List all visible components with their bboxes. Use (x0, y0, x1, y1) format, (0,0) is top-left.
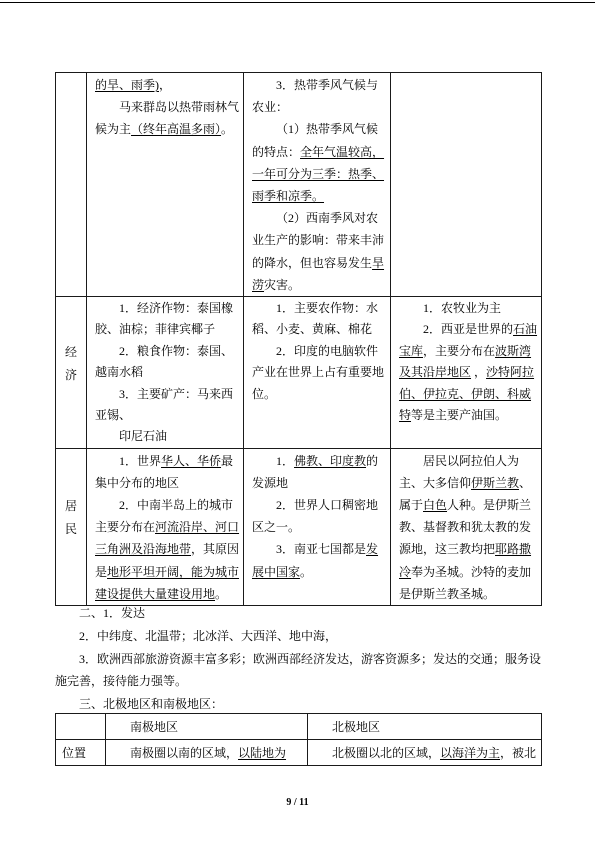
paragraph (55, 648, 541, 694)
text-run: 亚锡、 (95, 407, 132, 422)
text-line (95, 450, 241, 472)
text-line (252, 185, 388, 207)
text-run: 发源地 (252, 475, 289, 490)
underlined-answer: 涝 (252, 277, 265, 292)
table-cell (87, 73, 244, 297)
text-run: 教、基督教和犹太教的发 (399, 520, 532, 535)
text-line (399, 405, 539, 426)
text-line (95, 426, 241, 447)
table-cell (308, 740, 542, 766)
text-line (252, 163, 388, 185)
text-line (95, 362, 241, 383)
text-line (399, 341, 539, 362)
paragraph (95, 426, 241, 447)
underlined-answer: 华人、华侨 (161, 453, 222, 468)
text-line (55, 648, 541, 671)
text-run: 人种。是伊斯兰 (447, 498, 532, 513)
row-label-cell (56, 448, 87, 605)
text-run: 灾害。 (264, 277, 301, 292)
text-run: 1． (276, 453, 295, 468)
page-number: 9 / 11 (286, 797, 309, 808)
text-run: 的 (366, 453, 379, 468)
paragraph (252, 341, 388, 405)
text-line (399, 450, 539, 472)
paragraph (55, 625, 541, 648)
text-run: 、 (519, 475, 532, 490)
table-cell (244, 448, 391, 605)
table-cell (244, 297, 391, 449)
text-line (399, 384, 539, 405)
text-run: 源地，这三教均把 (399, 542, 496, 557)
text-line (252, 319, 388, 340)
text-run: 是 (95, 564, 108, 579)
text-run: 奉为圣城。沙特的麦加 (411, 564, 532, 579)
paragraph (95, 298, 241, 341)
text-run: 胶、油棕；菲律宾椰子 (95, 322, 216, 337)
table-row (56, 73, 542, 297)
underlined-answer: 宝库 (399, 343, 424, 358)
text-run: 二、1．发达 (79, 606, 146, 620)
text-run: ，其原因 (191, 542, 240, 557)
text-run: 居民以阿拉伯人为 (423, 453, 520, 468)
text-line (55, 602, 541, 625)
underlined-answer: 全年气温较高， (300, 144, 385, 159)
text-line (95, 494, 241, 516)
table-cell (391, 73, 542, 297)
underlined-answer: 耶路撒 (495, 542, 532, 557)
text-run: 2．中纬度、北温带；北冰洋、大西洋、地中海， (79, 628, 338, 643)
text-run: 属于 (399, 498, 424, 513)
text-line (95, 561, 241, 583)
text-run: 主、大多信仰 (399, 475, 472, 490)
text-line (252, 472, 388, 494)
table-cell (391, 448, 542, 605)
text-line (95, 472, 241, 494)
paragraph (252, 450, 388, 494)
underlined-answer: 佛教、印度教 (294, 453, 367, 468)
row-label-cell (56, 73, 87, 297)
text-line (95, 319, 241, 340)
text-run: 三、北极地区和南极地区： (79, 697, 224, 712)
underlined-answer: 河流沿岸、河口 (155, 520, 240, 535)
text-run: 3．热带季风气候与 (276, 78, 379, 92)
text-run: 的降水，但也容易发生 (252, 255, 373, 270)
text-line (95, 516, 241, 538)
text-run: 。 (221, 122, 234, 137)
row-label: 位置 (56, 740, 106, 766)
text-line (95, 341, 241, 362)
text-run: 2．印度的电脑软件 (276, 343, 379, 358)
header-rule (0, 2, 595, 3)
text-run: 2．粮食作物：泰国、 (119, 343, 234, 358)
text-line (252, 207, 388, 229)
text-run: 2．世界人口稠密地 (276, 498, 379, 513)
paragraph (252, 538, 388, 582)
underlined-answer: 沙特阿拉 (486, 365, 535, 380)
underlined-answer: 石油 (513, 322, 538, 337)
text-run: 1．世界 (119, 453, 162, 468)
text-run: 农业： (252, 100, 289, 115)
text-line (55, 625, 541, 648)
text-line (399, 298, 539, 319)
text-run: 1．农牧业为主 (423, 301, 502, 315)
underlined-answer: 伯、伊拉克、伊朗、科威 (399, 386, 532, 401)
text-run: 集中分布的地区 (95, 475, 180, 490)
paragraph (252, 74, 388, 118)
text-run: 南极圈以南的区域， (130, 745, 239, 760)
underlined-answer: 波斯湾 (495, 343, 532, 358)
paragraph (95, 96, 241, 140)
text-run: 马来群岛以热带雨林气 (119, 100, 240, 115)
text-run: ， (159, 78, 172, 92)
text-run: 3．南亚七国都是 (276, 542, 367, 557)
underlined-answer: 雨季和凉季。 (252, 188, 325, 203)
row-label-cell (56, 297, 87, 449)
text-run: 候为主 (95, 122, 132, 137)
text-line (252, 298, 388, 319)
table-header-row (56, 714, 542, 740)
text-run: 产业在世界上占有重要地 (252, 365, 385, 380)
text-line (252, 229, 388, 251)
text-run: 印尼石油 (119, 429, 168, 444)
text-line (399, 561, 539, 583)
paragraph (55, 602, 541, 625)
text-line (252, 384, 388, 405)
text-line (252, 96, 388, 118)
text-line (399, 319, 539, 340)
text-line (95, 298, 241, 319)
polar-regions-table (55, 713, 542, 766)
table-row (56, 297, 542, 449)
text-line (252, 561, 388, 583)
underlined-answer: 展中国家 (252, 564, 301, 579)
paragraph (252, 298, 388, 341)
text-run: 的特点： (252, 144, 301, 159)
text-line (95, 384, 241, 405)
text-run: ，主要分布在 (423, 343, 496, 358)
underlined-answer: 冷 (399, 564, 412, 579)
paragraph (95, 494, 241, 605)
table-cell (87, 297, 244, 449)
text-run: 位。 (252, 386, 277, 401)
paragraph (252, 494, 388, 538)
table-row (56, 740, 542, 766)
text-line (95, 405, 241, 426)
text-run: 3．欧洲西部旅游资源丰富多彩；欧洲西部经济发达，游客资源多；发达的交通；服务设 (79, 651, 542, 666)
table-cell (244, 73, 391, 297)
text-run: 。 (300, 564, 313, 579)
text-run: 1．经济作物：泰国橡 (119, 301, 234, 315)
text-line (252, 274, 388, 296)
text-run: 业生产的影响：带来丰沛 (252, 233, 385, 248)
text-line (252, 362, 388, 383)
text-line (399, 494, 539, 516)
paragraph (95, 450, 241, 494)
table-cell (391, 297, 542, 449)
text-run: （1）热带季风气候 (276, 122, 379, 137)
text-run: ，被北 (500, 745, 537, 760)
underlined-answer: 的旱、雨季) (95, 78, 159, 92)
text-line (252, 538, 388, 560)
underlined-answer: 及其沿岸地区 (399, 365, 472, 380)
text-line (252, 252, 388, 274)
underlined-answer: 白色 (423, 498, 448, 513)
row-label: 经济 (64, 344, 77, 382)
table-cell (106, 740, 308, 766)
paragraph (252, 207, 388, 296)
text-line (95, 74, 241, 96)
paragraph (95, 74, 241, 96)
text-line (252, 118, 388, 140)
text-line (252, 494, 388, 516)
text-line (252, 74, 388, 96)
text-run: 稻、小麦、黄麻、棉花 (252, 322, 373, 337)
paragraph (399, 450, 539, 605)
underlined-answer: 建设提供大量建设用地 (95, 586, 216, 601)
underlined-answer: 发 (366, 542, 379, 557)
text-run: ， (471, 365, 487, 380)
underlined-answer: 以海洋为主 (440, 745, 501, 760)
text-line (252, 341, 388, 362)
underlined-answer: 伊斯兰教 (471, 475, 520, 490)
underlined-answer: 旱 (372, 255, 385, 270)
paragraph (95, 341, 241, 384)
paragraph (399, 298, 539, 319)
body-text (55, 602, 541, 716)
paragraph (399, 319, 539, 426)
paragraph (95, 384, 241, 427)
text-run: （2）西南季风对农 (276, 211, 379, 226)
text-line (95, 118, 241, 140)
text-run: 2．西亚是世界的 (423, 322, 514, 337)
text-run: 越南水稻 (95, 365, 144, 380)
table-cell (87, 448, 244, 605)
row-label: 居民 (64, 499, 77, 537)
text-run: 2．中南半岛上的城市 (119, 498, 234, 513)
text-line (252, 450, 388, 472)
text-line (95, 538, 241, 560)
text-run: 等是主要产油国。 (411, 407, 508, 422)
paragraph (252, 118, 388, 207)
text-line (252, 516, 388, 538)
underlined-answer: 特 (399, 407, 412, 422)
text-run: 1．主要农作物：水 (276, 301, 379, 315)
text-run: 最 (221, 453, 234, 468)
text-run: 3．主要矿产：马来西 (119, 386, 234, 401)
text-line (55, 670, 541, 693)
underlined-answer: 地形平坦开阔，能为城市 (107, 564, 240, 579)
table-header-cell: 北极地区 (308, 714, 542, 740)
text-run: 北极圈以北的区域， (332, 745, 441, 760)
table-row (56, 448, 542, 605)
text-run: 是伊斯兰教圣城。 (399, 586, 496, 601)
underlined-answer: 一年可分为三季：热季、 (252, 166, 385, 181)
text-line (399, 362, 539, 383)
text-run: 主要分布在 (95, 520, 156, 535)
text-run: 施完善，接待能力强等。 (55, 674, 188, 689)
text-line (399, 538, 539, 560)
text-line (399, 516, 539, 538)
text-line (95, 96, 241, 118)
text-line (252, 141, 388, 163)
region-comparison-table (55, 72, 542, 606)
underlined-answer: 以陆地为 (238, 745, 287, 760)
text-run: 。 (215, 586, 228, 601)
underlined-answer: 三角洲及沿海地带 (95, 542, 192, 557)
table-header-cell: 南极地区 (106, 714, 308, 740)
text-line (399, 472, 539, 494)
text-run: 区之一。 (252, 520, 301, 535)
table-header-cell (56, 714, 106, 740)
underlined-answer: （终年高温多雨） (131, 122, 222, 137)
